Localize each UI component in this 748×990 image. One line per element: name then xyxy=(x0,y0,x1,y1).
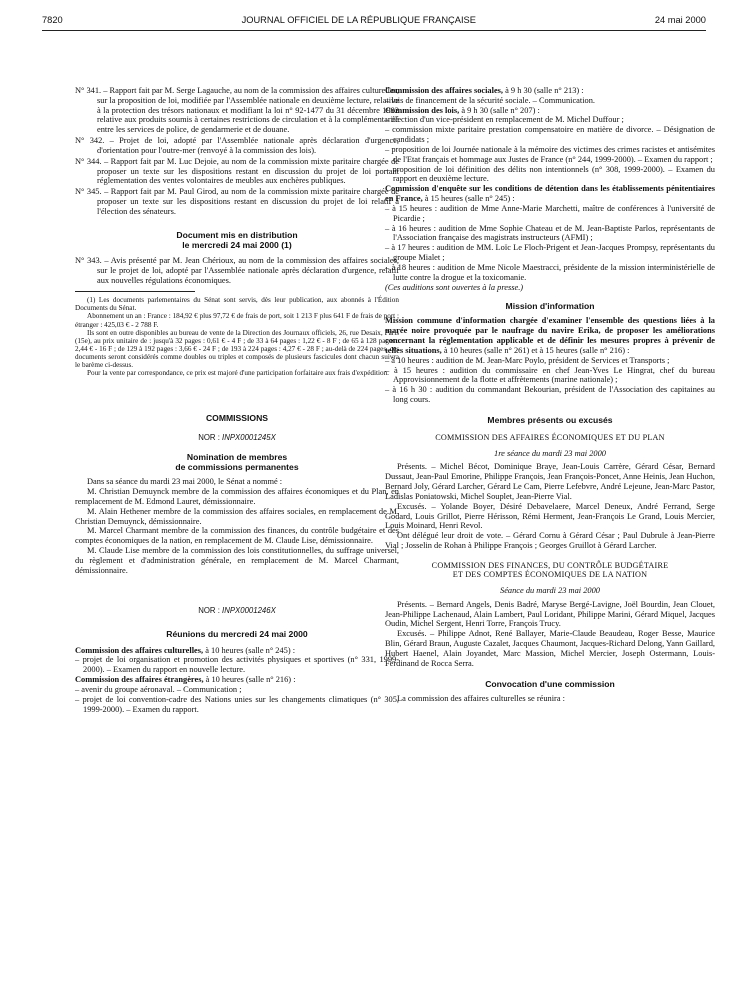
nomination-heading-line1: Nomination de membres xyxy=(186,452,288,463)
footnote-1: (1) Les documents parlementaires du Sénat sont servis, dès leur publication, aux abonnés à l'Édition Documents du Sénat. xyxy=(75,296,399,313)
lois-item-2: – commission mixte paritaire prestation compensatoire en matière de divorce. – Désignation de candidats ; xyxy=(385,125,715,145)
cfin-title-line1: COMMISSION DES FINANCES, DU CONTRÔLE BUDGÉTAIRE xyxy=(431,560,669,570)
cult-item: – projet de loi organisation et promotion des activités physiques et sportives (n° 331, 1999-2000). – Examen du rapport en nouvelle lecture. xyxy=(75,655,399,675)
etr-heading: Commission des affaires étrangères, à 10 heures (salle n° 216) : xyxy=(75,675,296,685)
left-column xyxy=(75,86,399,714)
lois-heading: Commission des lois, à 9 h 30 (salle n° 207) : xyxy=(385,105,540,115)
enq-item-4: – à 18 heures : audition de Mme Nicole Maestracci, présidente de la mission interministérielle de lutte contre la drogue et la toxicomanie. xyxy=(385,262,715,282)
footnote-4: Pour la vente par correspondance, ce prix est majoré d'une participation forfaitaire aux frais d'expédition. xyxy=(87,368,389,377)
doc-heading-line2: le mercredi 24 mai 2000 (1) xyxy=(182,239,292,250)
enq-note: (Ces auditions sont ouvertes à la presse.) xyxy=(385,282,524,292)
report-344: N° 344. – Rapport fait par M. Luc Dejoie, au nom de la commission mixte paritaire chargée de proposer un texte sur les dispositions restant en discussion du projet de loi portant réglementation des ventes volontaires de meubles aux enchères publiques. xyxy=(75,156,399,186)
lois-item-1: – élection d'un vice-président en remplacement de M. Michel Duffour ; xyxy=(385,115,624,125)
ceco-delegation: Ont délégué leur droit de vote. – Gérard Cornu à Gérard César ; Paul Dubrule à Jean-Pierre Vial ; Josselin de Rohan à Philippe François ; Georges Gruillot à Gérard Larcher. xyxy=(385,531,715,550)
enq-item-1: – à 15 heures : audition de Mme Anne-Marie Marchetti, maître de conférences à l'université de Picardie ; xyxy=(385,203,715,223)
report-341: N° 341. – Rapport fait par M. Serge Lagauche, au nom de la commission des affaires culturelles, sur la proposition de loi, modifiée par l'Assemblée nationale en deuxième lecture, relative à la protection des trésors nationaux et modifiant la loi n° 92-1477 du 31 décembre 1992 relative aux produits soumis à certaines restrictions de circulation et à la complémentarité entre les services de police, de gendarmerie et de douane. xyxy=(75,86,399,135)
right-column xyxy=(385,86,715,704)
report-345: N° 345. – Rapport fait par M. Paul Girod, au nom de la commission mixte paritaire chargée de proposer un texte sur les dispositions restant en discussion du projet de loi relatif à l'élection des sénateurs. xyxy=(75,187,399,216)
doc-heading-line1: Document mis en distribution xyxy=(176,229,298,240)
nomination-charmant: M. Marcel Charmant membre de la commission des finances, du contrôle budgétaire et des comptes économiques de la nation, en remplacement de M. Claude Lise, démissionnaire. xyxy=(75,526,399,546)
mission-item-2: – à 15 heures : audition du commissaire en chef Jean-Yves Le Hingrat, chef du bureau Approvisionnement de la flotte et affrètements (marine nationale) ; xyxy=(385,365,715,385)
cult-heading: Commission des affaires culturelles, à 10 heures (salle n° 245) : xyxy=(75,645,296,655)
cfin-title-line2: ET DES COMPTES ÉCONOMIQUES DE LA NATION xyxy=(452,570,648,580)
mission-item-1: – à 10 heures : audition de M. Jean-Marc Poylo, président de Services et Transports ; xyxy=(385,355,670,365)
enq-heading: Commission d'enquête sur les conditions de détention dans les établissements pénitentiaires en France, à 15 heures (salle n° 245) : xyxy=(385,184,715,204)
soc-heading: Commission des affaires sociales, à 9 h 30 (salle n° 213) : xyxy=(385,86,584,95)
mission-item-3: – à 16 h 30 : audition du commandant Bekourian, président de l'Association des capitaines au long cours. xyxy=(385,385,715,405)
ceco-presents: Présents. – Michel Bécot, Dominique Braye, Jean-Louis Carrère, Gérard César, Bernard Dussaut, Jean-Paul Emorine, Philippe François, Jean François-Poncet, Anne Heinis, Jean Huchon, Bernard Joly, Gérard Larcher, Gérard Le Cam, Pierre Lefebvre, André Lejeune, Jean-Marc Pastor, Ladislas Poniatowski, Michel Souplet, Jean-Pierre Vial. xyxy=(385,462,715,501)
page-header xyxy=(42,12,706,28)
nomination-hethener: M. Alain Hethener membre de la commission des affaires sociales, en remplacement de M. Christian Demuynck, démissionnaire. xyxy=(75,506,399,526)
enq-item-3: – à 17 heures : audition de MM. Loïc Le Floch-Prigent et Jean-Jacques Prompsy, représentants du groupe Mialet ; xyxy=(385,243,715,263)
etr-item-2: – projet de loi convention-cadre des Nations unies sur les changements climatiques (n° 305, 1999-2000). – Examen du rapport. xyxy=(75,694,399,714)
ceco-title: COMMISSION DES AFFAIRES ÉCONOMIQUES ET DU PLAN xyxy=(435,432,665,442)
journal-title: JOURNAL OFFICIEL DE LA RÉPUBLIQUE FRANÇAISE xyxy=(241,15,476,25)
mission-title: Mission d'information xyxy=(505,301,595,312)
page-number: 7820 xyxy=(42,15,63,25)
header-rule xyxy=(42,30,706,31)
etr-item-1: – avenir du groupe aéronaval. – Communication ; xyxy=(75,684,242,694)
lois-item-4: – proposition de loi définition des délits non intentionnels (n° 308, 1999-2000). – Examen du rapport en deuxième lecture. xyxy=(385,164,715,184)
footnote-rule xyxy=(75,291,195,292)
nor-line-2: NOR : INPX0001246X xyxy=(198,605,276,615)
convocation-text: La commission des affaires culturelles se réunira : xyxy=(397,693,565,703)
ceco-seance: 1re séance du mardi 23 mai 2000 xyxy=(494,448,606,458)
enq-item-2: – à 16 heures : audition de Mme Sophie Chateau et de M. Jean-Baptiste Parlos, représentants de l'Association française des magistrats instructeurs (AFMI) ; xyxy=(385,223,715,243)
ceco-excuses: Excusés. – Yolande Boyer, Désiré Debavelaere, Marcel Deneux, André Ferrand, Serge Godard, Louis Grillot, Pierre Hérisson, Rémi Herment, Jean-François Le Grand, Louis Mercier, Louis Moinard, Henri Revol. xyxy=(385,501,715,531)
soc-item: – lois de financement de la sécurité sociale. – Communication. xyxy=(385,95,596,105)
convocation-title: Convocation d'une commission xyxy=(485,678,615,689)
footnote-3: Ils sont en outre disponibles au bureau de vente de la Direction des Journaux officiels, 26, rue Desaix, Paris (15e), au prix unitaire de : jusqu'à 32 pages : 0,61 € - 4 F ; de 33 à 64 pages : 1,22 € - 8 F ; de 65 à 128 pages : 2,44 € - 16 F ; de 129 à 192 pages : 3,66 € - 24 F ; de 193 à 224 pages : 4,27 € - 28 F ; au-delà de 224 pages, ces documents seront considérés comme doubles ou triples et composés de plusieurs fascicules dont chacun suivra le barème ci-dessus. xyxy=(75,328,399,369)
commissions-title: COMMISSIONS xyxy=(205,412,269,423)
mission-heading: Mission commune d'information chargée d'examiner l'ensemble des questions liées à la marée noire provoquée par le naufrage du navire Erika, de proposer les améliorations concernant la réglementation applicable et de définir les mesures propres à prévenir de telles situations, à 10 heures (salle n° 261) et à 15 heures (salle n° 216) : xyxy=(385,316,715,355)
report-343: N° 343. – Avis présenté par M. Jean Chérioux, au nom de la commission des affaires sociales, sur le projet de loi, adopté par l'Assemblée nationale après déclaration d'urgence, relatif aux nouvelles régulations économiques. xyxy=(75,255,399,285)
cfin-presents: Présents. – Bernard Angels, Denis Badré, Maryse Bergé-Lavigne, Joël Bourdin, Jean Clouet, Jean-Philippe Lachenaud, Alain Lambert, Paul Loridant, Philippe Marini, Gérard Miquel, Jacques Oudin, Michel Sergent, Henri Torre, François Trucy. xyxy=(385,599,715,629)
reunions-heading: Réunions du mercredi 24 mai 2000 xyxy=(166,628,308,639)
cfin-seance: Séance du mardi 23 mai 2000 xyxy=(500,586,600,595)
nor-line-1: NOR : INPX0001245X xyxy=(198,433,276,443)
nomination-demuynck: M. Christian Demuynck membre de la commission des affaires économiques et du Plan, en remplacement de M. Edmond Lauret, démissionnaire. xyxy=(75,487,399,506)
header-date: 24 mai 2000 xyxy=(654,15,706,25)
report-342: N° 342. – Projet de loi, adopté par l'Assemblée nationale après déclaration d'urgence, d'orientation pour l'outre-mer (renvoyé à la commission des lois). xyxy=(75,136,399,155)
cfin-excuses: Excusés. – Philippe Adnot, René Ballayer, Marie-Claude Beaudeau, Roger Besse, Maurice Blin, Gérard Braun, Auguste Cazalet, Jacques Chaumont, Jacques-Richard Delong, Yann Gaillard, Hubert Haenel, Alain Joyandet, Marc Massion, Michel Mercier, Joseph Ostermann, Louis-Ferdinand de Rocca Serra. xyxy=(385,629,715,668)
nomination-intro: Dans sa séance du mardi 23 mai 2000, le Sénat a nommé : xyxy=(87,477,283,487)
nomination-heading-line2: de commissions permanentes xyxy=(175,462,299,473)
lois-item-3: – proposition de loi Journée nationale à la mémoire des victimes des crimes racistes et antisémites de l'Etat français et hommage aux Justes de France (n° 244, 1999-2000). – Examen du rapport ; xyxy=(385,144,715,164)
footnote-2: Abonnement un an : France : 184,92 € plus 97,72 € de frais de port, soit 1 213 F plus 641 F de frais de port ; étranger : 425,03 € - 2 788 F. xyxy=(75,312,399,329)
nomination-lise: M. Claude Lise membre de la commission des lois constitutionnelles, du suffrage universel, du règlement et d'administration générale, en remplacement de M. Marcel Charmant, démissionnaire. xyxy=(75,546,399,575)
membres-title: Membres présents ou excusés xyxy=(487,414,613,425)
